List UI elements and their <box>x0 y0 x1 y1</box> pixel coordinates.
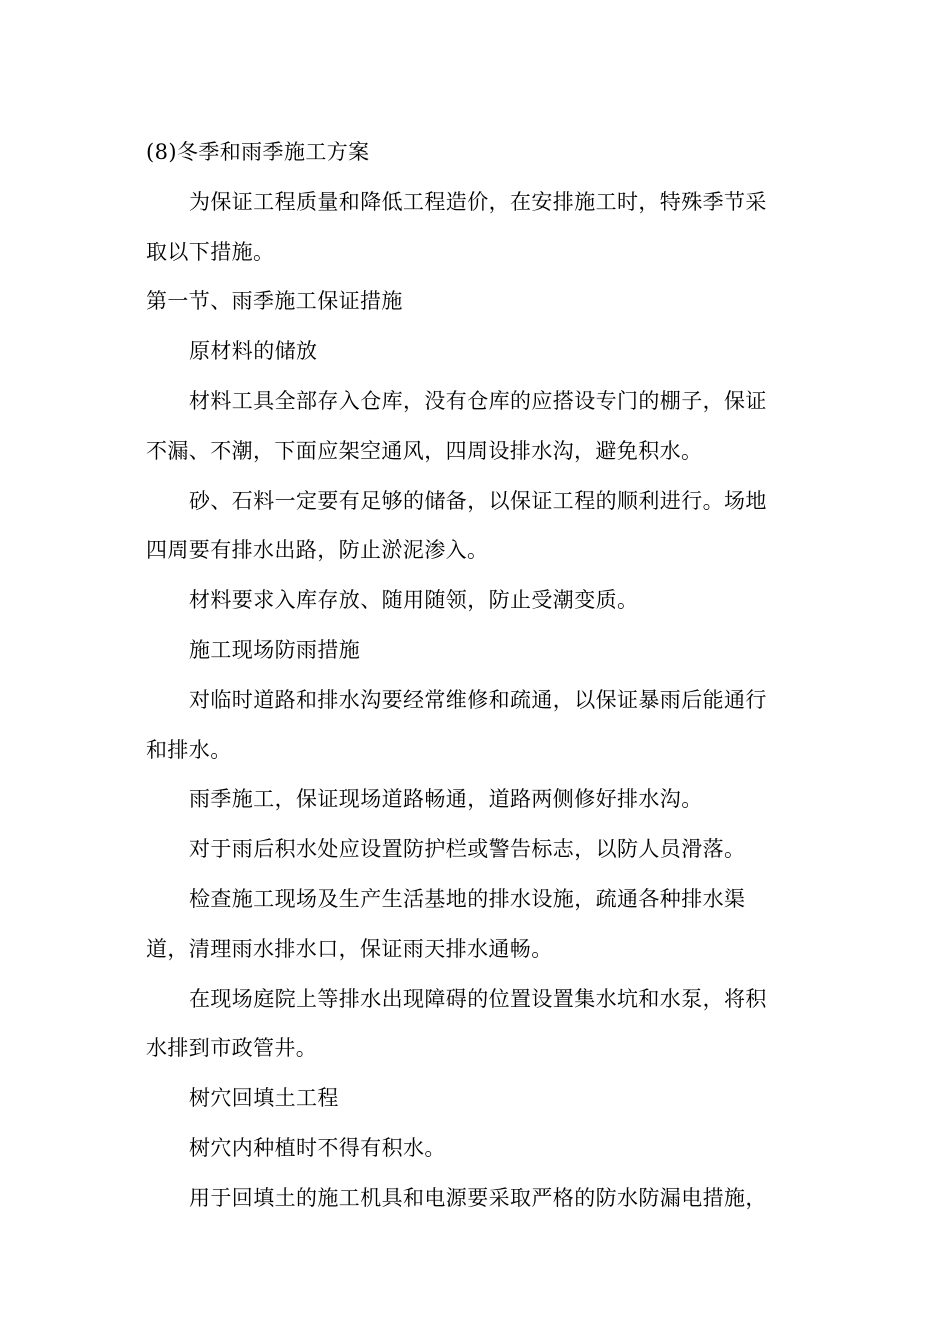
paragraph-line: 材料要求入库存放、随用随领，防止受潮变质。 <box>189 588 639 613</box>
subheading-tree-pit-backfill: 树穴回填土工程 <box>189 1086 339 1111</box>
paragraph-line: 用于回填土的施工机具和电源要采取严格的防水防漏电措施， <box>189 1185 767 1210</box>
paragraph-line: 对临时道路和排水沟要经常维修和疏通，以保证暴雨后能通行 <box>189 687 767 712</box>
subheading-site-rain-protection: 施工现场防雨措施 <box>189 637 361 662</box>
section-heading-rainy-season: 第一节、雨季施工保证措施 <box>146 289 403 314</box>
paragraph-intro-line: 为保证工程质量和降低工程造价，在安排施工时，特殊季节采 <box>189 189 767 214</box>
paragraph-line: 水排到市政管井。 <box>146 1036 318 1061</box>
subheading-material-storage: 原材料的储放 <box>189 339 318 364</box>
paragraph-line: 材料工具全部存入仓库，没有仓库的应搭设专门的棚子，保证 <box>189 388 767 413</box>
paragraph-line: 砂、石料一定要有足够的储备，以保证工程的顺利进行。场地 <box>189 488 767 513</box>
paragraph-line: 对于雨后积水处应设置防护栏或警告标志，以防人员滑落。 <box>189 837 746 862</box>
section-heading-winter-rainy: (8)冬季和雨季施工方案 <box>146 140 370 164</box>
paragraph-line: 四周要有排水出路，防止淤泥渗入。 <box>146 538 489 563</box>
paragraph-intro-line: 取以下措施。 <box>146 239 275 264</box>
paragraph-line: 和排水。 <box>146 737 232 762</box>
paragraph-line: 道，清理雨水排水口，保证雨天排水通畅。 <box>146 936 553 961</box>
paragraph-line: 不漏、不潮，下面应架空通风，四周设排水沟，避免积水。 <box>146 438 703 463</box>
paragraph-line: 检查施工现场及生产生活基地的排水设施，疏通各种排水渠 <box>189 886 746 911</box>
paragraph-line: 在现场庭院上等排水出现障碍的位置设置集水坑和水泵，将积 <box>189 986 767 1011</box>
document-body <box>146 128 796 1224</box>
paragraph-line: 树穴内种植时不得有积水。 <box>189 1135 446 1160</box>
paragraph-line: 雨季施工，保证现场道路畅通，道路两侧修好排水沟。 <box>189 787 703 812</box>
